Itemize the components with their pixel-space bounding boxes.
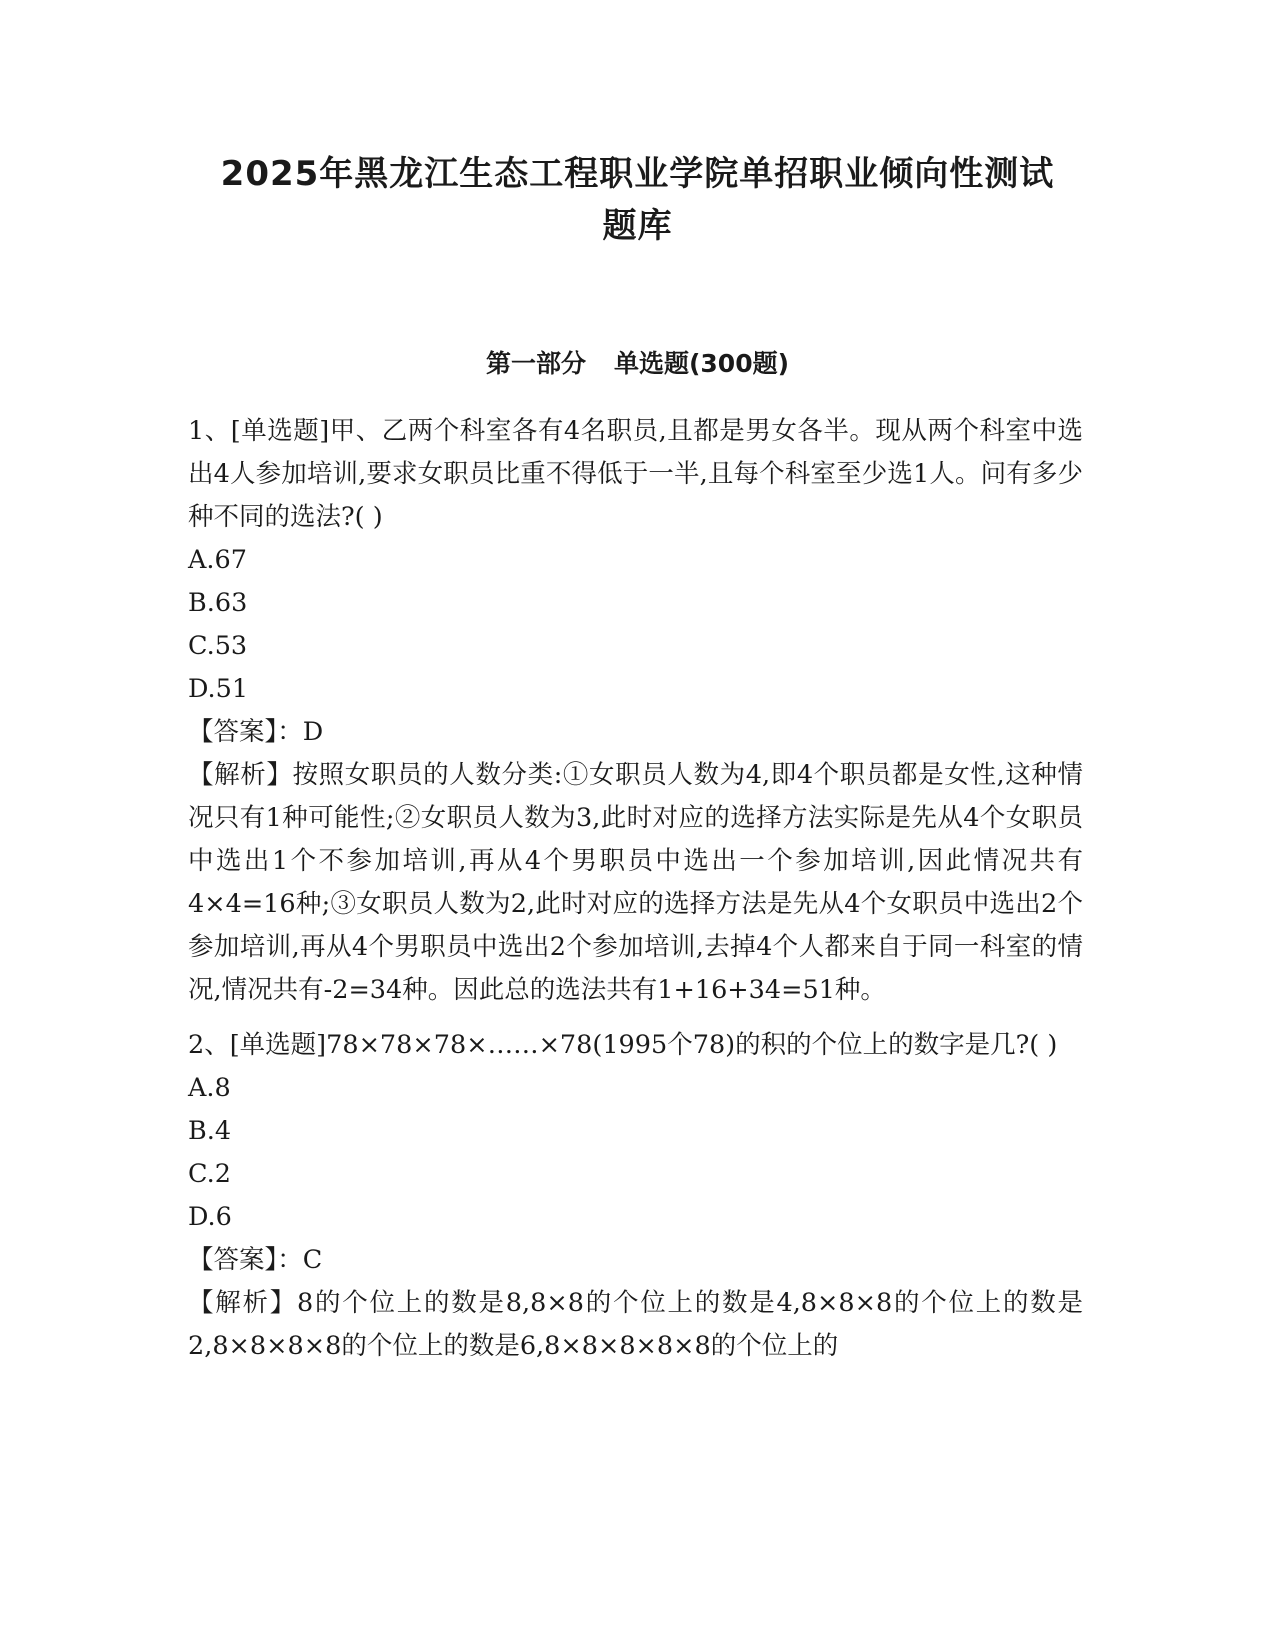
option-d: D.51 [188, 674, 249, 704]
option-a: A.67 [188, 545, 247, 575]
question-2 [188, 1024, 1083, 1368]
question-stem: 1、[单选题]甲、乙两个科室各有4名职员,且都是男女各半。现从两个科室中选出4人参加培训,要求女职员比重不得低于一半,且每个科室至少选1人。问有多少种不同的选法?( ) [188, 416, 1083, 532]
option-c: C.2 [188, 1159, 231, 1189]
question-list [188, 410, 1083, 1380]
option-c: C.53 [188, 631, 248, 661]
question-stem: 2、[单选题]78×78×78×……×78(1995个78)的积的个位上的数字是几?( ) [188, 1030, 1058, 1060]
answer-line [188, 711, 1083, 754]
option-d: D.6 [188, 1202, 232, 1232]
answer-value: D [302, 717, 324, 747]
answer-label: 【答案】： [188, 1245, 303, 1275]
answer-label: 【答案】： [188, 717, 303, 747]
document-title-line1: 2025年黑龙江生态工程职业学院单招职业倾向性测试 [220, 154, 1055, 194]
section-part: 第一部分 [485, 349, 586, 378]
question-1 [188, 410, 1083, 1012]
answer-value: C [302, 1245, 323, 1275]
option-a: A.8 [188, 1073, 231, 1103]
explanation-label: 【解析】 [188, 760, 293, 790]
explanation-text: 按照女职员的人数分类:①女职员人数为4,即4个职员都是女性,这种情况只有1种可能性;②女职员人数为3,此时对应的选择方法实际是先从4个女职员中选出1个不参加培训,再从4个男职员中选出一个参加培训,因此情况共有4×4=16种;③女职员人数为2,此时对应的选择方法是先从4个女职员中选出2个参加培训,再从4个男职员中选出2个参加培训,去掉4个人都来自于同一科室的情况,情况共有-2=34种。因此总的选法共有1+16+34=51种。 [188, 760, 1083, 1005]
document-title-line2: 题库 [602, 206, 673, 246]
option-b: B.4 [188, 1116, 232, 1146]
document-title [150, 148, 1125, 252]
option-b: B.63 [188, 588, 248, 618]
section-name: 单选题(300题) [613, 349, 790, 378]
explanation-text: 8的个位上的数是8,8×8的个位上的数是4,8×8×8的个位上的数是2,8×8×8×8的个位上的数是6,8×8×8×8×8的个位上的 [188, 1288, 1083, 1361]
explanation [188, 1282, 1083, 1368]
section-heading [150, 346, 1125, 382]
explanation [188, 754, 1083, 1012]
explanation-label: 【解析】 [188, 1288, 298, 1318]
answer-line [188, 1239, 1083, 1282]
